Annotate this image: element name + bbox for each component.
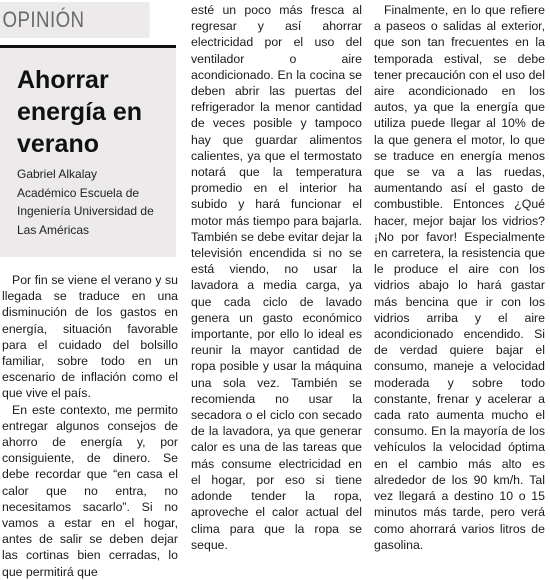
paragraph: En este contexto, me permito entregar algunos consejos de ahorro de energía y, por consiguiente, de dinero. Se debe recordar que “en casa el calor que no entra, no necesitamos sacarlo”. Si no vamos a estar en el hogar, antes de salir se deben dejar las cortinas bien cerradas, lo que permitirá que (2, 402, 178, 579)
article-title: Ahorrar energía en verano (17, 66, 143, 158)
text-column-3 (374, 2, 545, 553)
author-role-line: Ingeniería Universidad de (17, 204, 154, 218)
author-role-line: Las Américas (17, 222, 90, 237)
headline-box (0, 45, 176, 257)
author-name: Gabriel Alkalay (17, 167, 98, 181)
paragraph: Finalmente, en lo que refiere a paseos o salidas al exterior, que son tan frecuentes en la temporada estival, se debe tener precaución con el uso del aire acondicionado en los autos, ya que la energía que utiliza puede llegar al 10% de la que genera el motor, lo que se traduce en energía menos que se va a las ruedas, aumentando así el gasto de combustible. Entonces ¿Qué hacer, mejor bajar los vidrios? ¡No por favor! Especialmente en carretera, la resistencia que le produce el aire con los vidrios abajo lo hará gastar más bencina que ir con los vidrios arriba y el aire acondicionado encendido. Si de verdad quiere bajar el consumo, maneje a velocidad moderada y sobre todo constante, frenar y acelerar a cada rato aumenta mucho el consumo. En la mayoría de los vehículos la velocidad óptima en el cambio más alto es alrededor de los 90 km/h. Tal vez llegará a destino 10 o 15 minutos más tarde, pero verá como ahorrará varios litros de gasolina. (374, 3, 545, 552)
text-column-2 (191, 2, 362, 553)
author-role-line: Académico Escuela de (17, 185, 140, 200)
section-label: OPINIÓN (0, 2, 150, 38)
text-column-1 (2, 272, 178, 580)
paragraph: esté un poco más fresca al regresar y así ahorrar electricidad por el uso del ventilador o aire acondicionado. En la cocina se deben abrir las puertas del refrigerador la menor cantidad de veces posible y tampoco hay que guardar alimentos calientes, ya que el termostato notará que la temperatura promedio en el interior ha subido y hará funcionar el motor más tiempo para bajarla. También se debe evitar dejar la televisión encendida si no se está viendo, no usar la lavadora a media carga, ya que cada ciclo de lavado genera un gasto económico importante, por ello lo ideal es reunir la mayor cantidad de ropa posible y usar la máquina una sola vez. También se recomienda no usar la secadora o el ciclo con secado de la lavadora, ya que generar calor es una de las tareas que más consume electricidad en el hogar, por eso si tiene adonde tender la ropa, aproveche el calor actual del clima para que la ropa se seque. (191, 3, 362, 552)
author-block (17, 165, 179, 239)
paragraph: Por fin se viene el verano y su llegada se traduce en una disminución de los gastos en energía, situación favorable para el cuidado del bolsillo familiar, sobre todo en un escenario de inflación como el que vive el país. (2, 273, 178, 401)
